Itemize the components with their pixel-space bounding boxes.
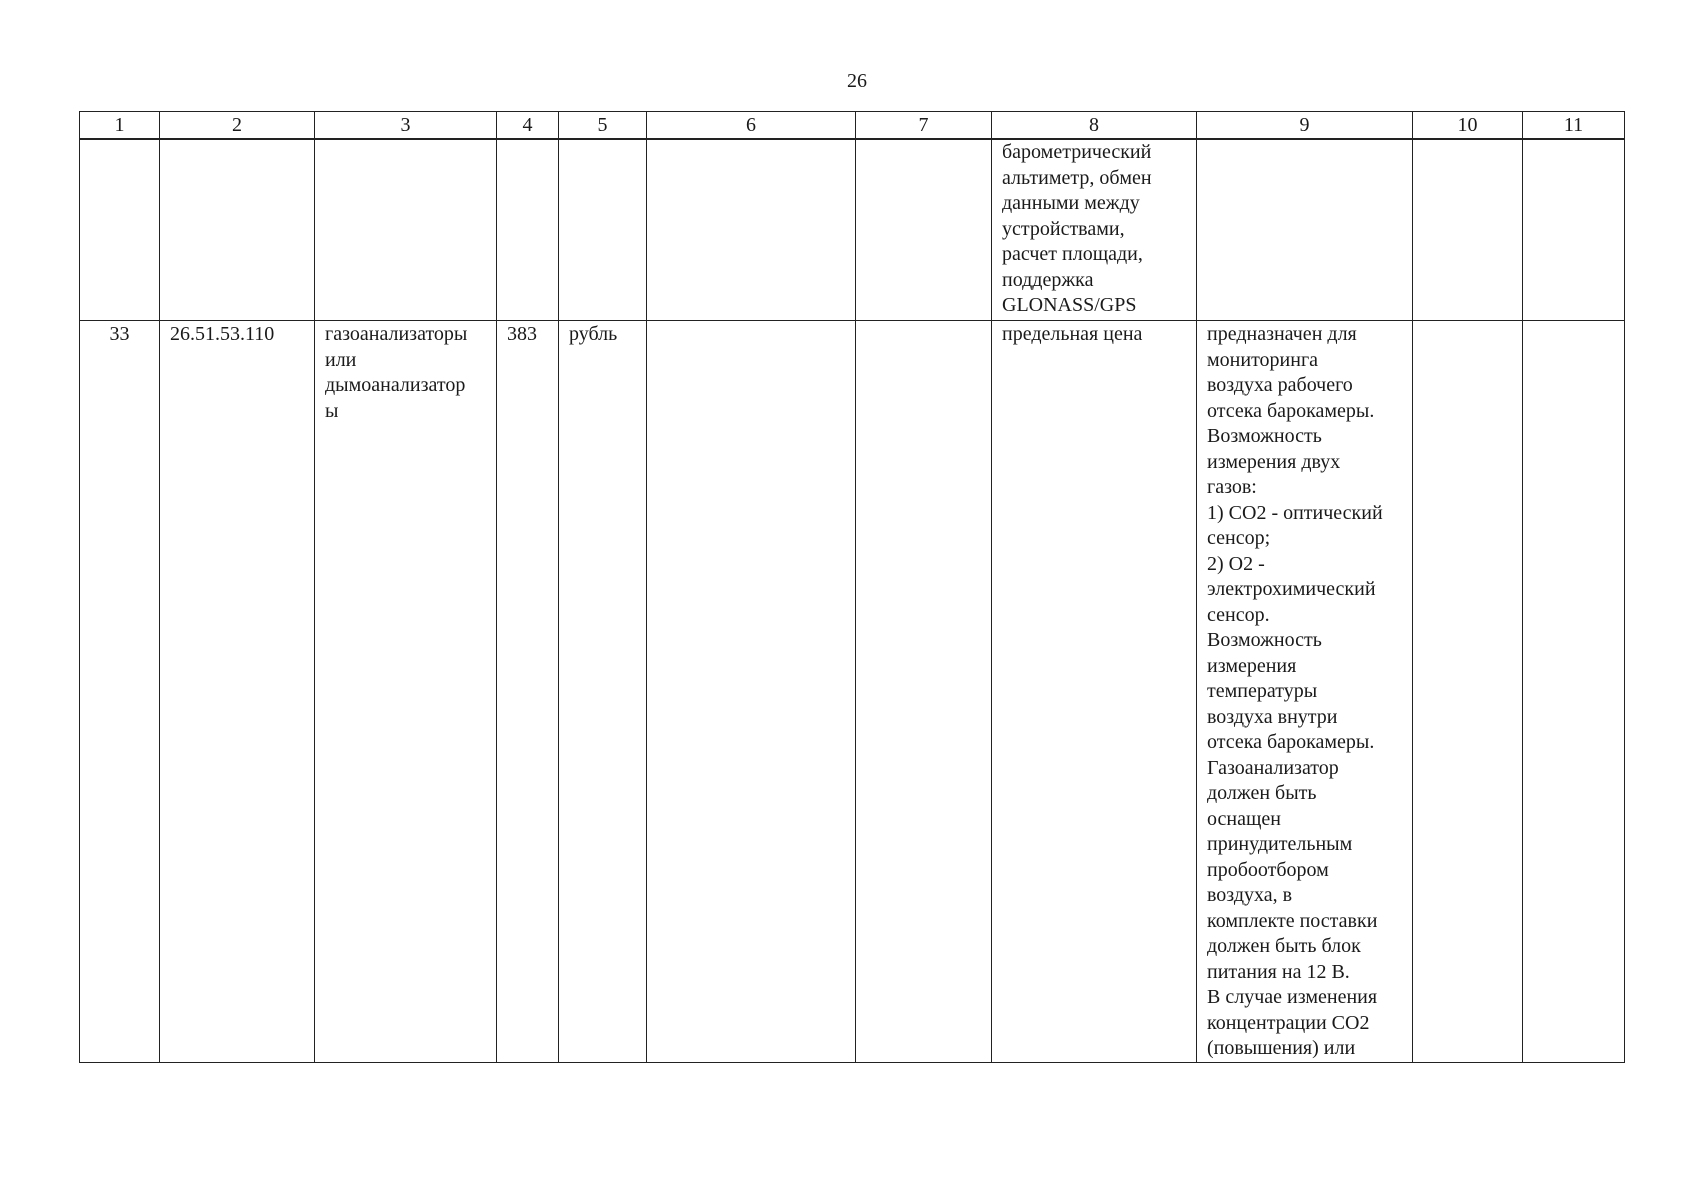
cell-text: [1413, 321, 1522, 322]
table-cell: [856, 139, 992, 321]
cell-text: 383: [507, 323, 537, 345]
table-cell-unit-code: [497, 321, 559, 1063]
cell-text: барометрический альтиметр, обмен данными между устройствами, расчет площади, поддержка GLONASS/GPS: [1002, 141, 1152, 316]
table-cell: [1413, 321, 1523, 1063]
table-cell-characteristics: [992, 139, 1197, 321]
table-cell: [647, 321, 856, 1063]
column-header-1: 1: [80, 112, 160, 140]
column-header-11: 11: [1523, 112, 1625, 140]
table-cell-code: [160, 321, 315, 1063]
table-cell-unit-name: [559, 321, 647, 1063]
table-cell: [80, 139, 160, 321]
table-cell: [497, 139, 559, 321]
column-header-3: 3: [315, 112, 497, 140]
column-header-5: 5: [559, 112, 647, 140]
cell-text: [1523, 321, 1624, 322]
page-number: 26: [847, 70, 867, 92]
table-row-item-33: [80, 321, 1625, 1063]
column-header-7: 7: [856, 112, 992, 140]
table-cell: [1413, 139, 1523, 321]
table-cell: [160, 139, 315, 321]
column-header-9: 9: [1197, 112, 1413, 140]
column-header-8: 8: [992, 112, 1197, 140]
column-header-4: 4: [497, 112, 559, 140]
table-cell-name: [315, 321, 497, 1063]
table-cell: [559, 139, 647, 321]
table-row-continuation: [80, 139, 1625, 321]
cell-text: 26.51.53.110: [170, 323, 275, 345]
table-cell: [647, 139, 856, 321]
table-cell: [1523, 139, 1625, 321]
column-header-6: 6: [647, 112, 856, 140]
specification-table: [79, 111, 1625, 1063]
cell-text: газоанализаторы или дымоанализатор ы: [325, 323, 468, 422]
column-header-2: 2: [160, 112, 315, 140]
cell-text: предназначен для мониторинга воздуха рабочего отсека барокамеры. Возможность измерения двух газов: 1) СО2 - оптический сенсор; 2) О2 - электрохимический сенсор. Возможность измерения температуры воздуха внутри отсека барокамеры. Газоанализатор должен быть оснащен принудительным пробоотбором воздуха, в комплекте поставки должен быть блок питания на 12 В. В случае изменения концентрации СО2 (повышения) или: [1207, 323, 1383, 1059]
table-cell: [1197, 139, 1413, 321]
table-cell-description: [1197, 321, 1413, 1063]
table-cell-characteristics: [992, 321, 1197, 1063]
table-cell-index: [80, 321, 160, 1063]
column-header-10: 10: [1413, 112, 1523, 140]
table-cell: [856, 321, 992, 1063]
cell-text: [856, 321, 991, 322]
cell-text: 33: [109, 323, 130, 345]
table-cell: [315, 139, 497, 321]
cell-text: [647, 321, 855, 322]
column-number-header-row: [80, 112, 1625, 140]
table-cell: [1523, 321, 1625, 1063]
cell-text: предельная цена: [1002, 323, 1143, 345]
cell-text: рубль: [569, 323, 618, 345]
